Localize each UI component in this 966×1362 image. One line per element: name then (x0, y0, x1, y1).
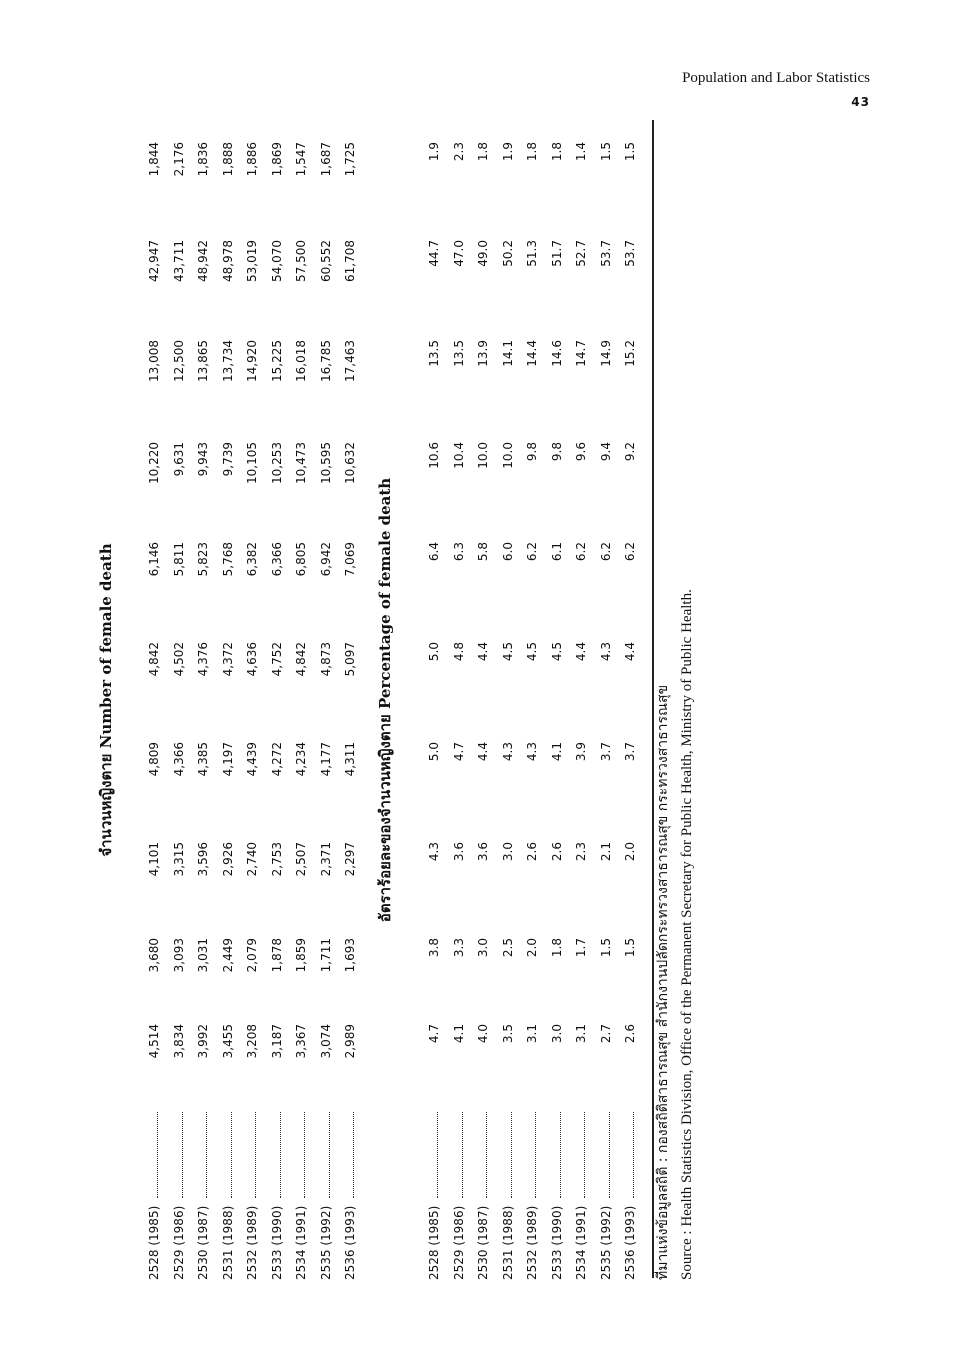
table-cell: 2.6 (549, 842, 564, 862)
row-label: 2536 (1993) (338, 1104, 362, 1280)
table-row (142, 120, 166, 1280)
row-label: 2530 (1987) (471, 1104, 495, 1280)
table-row (471, 120, 495, 1280)
table-cell: 6.2 (623, 542, 637, 562)
table-cell: 3.5 (500, 1024, 515, 1044)
table-cell: 4.3 (598, 642, 613, 662)
table-cell: 4,376 (196, 642, 210, 677)
table-cell: 60,552 (318, 240, 333, 282)
source-thai: ที่มาแห่งข้อมูลสถิติ : กองสถิติสาธารณสุข สำนักงานปลัดกระทรวงสาธารณสุข กระทรวงสาธารณสุข (655, 684, 671, 1280)
table-cell: 47.0 (451, 240, 466, 267)
table-cell: 3,367 (294, 1024, 308, 1059)
table-cell: 4.4 (574, 642, 588, 662)
table-cell: 3,992 (196, 1024, 210, 1059)
table-cell: 1,547 (294, 142, 308, 177)
table-cell: 3,031 (196, 938, 210, 973)
table-cell: 6.2 (574, 542, 588, 562)
table-cell: 3,074 (318, 1024, 333, 1059)
table-row (314, 120, 338, 1280)
table-row (265, 120, 289, 1280)
table-cell: 1,711 (318, 938, 333, 973)
table-cell: 10,253 (269, 442, 284, 484)
table-cell: 1,859 (294, 938, 308, 973)
table-cell: 5,768 (220, 542, 235, 577)
table-row (167, 120, 191, 1280)
table-cell: 9.6 (574, 442, 588, 462)
table-cell: 2.6 (623, 1024, 637, 1044)
table-cell: 1.5 (623, 938, 637, 958)
table-row (447, 120, 471, 1280)
table-cell: 4,385 (196, 742, 210, 777)
table-cell: 3,093 (171, 938, 186, 973)
table-cell: 1.4 (574, 142, 588, 162)
table-cell: 4,502 (171, 642, 186, 677)
table-cell: 4,842 (294, 642, 308, 677)
table-cell: 2.3 (451, 142, 466, 162)
table-cell: 3,187 (269, 1024, 284, 1059)
table-cell: 4.4 (476, 742, 490, 762)
table-cell: 1,886 (245, 142, 259, 177)
table-cell: 5,823 (196, 542, 210, 577)
rotated-table (90, 120, 700, 1280)
table-cell: 2.6 (525, 842, 539, 862)
table-cell: 6,146 (147, 542, 161, 577)
table-cell: 3.0 (549, 1024, 564, 1044)
table-cell: 44.7 (427, 240, 441, 267)
table-row (496, 120, 520, 1280)
table-cell: 2,753 (269, 842, 284, 877)
table-cell: 1,888 (220, 142, 235, 177)
table-cell: 1,687 (318, 142, 333, 177)
page-number: 43 (851, 95, 870, 109)
table-row (422, 120, 446, 1280)
table-title-female-death-number: จำนวนหญิงตาย Number of female death (97, 543, 115, 857)
table-cell: 4,311 (343, 742, 357, 777)
table-cell: 5.8 (476, 542, 490, 562)
table-cell: 6.2 (525, 542, 539, 562)
table-cell: 13,008 (147, 340, 161, 382)
table-cell: 3.1 (525, 1024, 539, 1044)
table-cell: 6,805 (294, 542, 308, 577)
table-cell: 1.9 (500, 142, 515, 162)
table-cell: 51.3 (525, 240, 539, 267)
table-cell: 14,920 (245, 340, 259, 382)
row-label: 2533 (1990) (265, 1104, 289, 1280)
table-cell: 4,177 (318, 742, 333, 777)
table-cell: 3.1 (574, 1024, 588, 1044)
table-cell: 4,197 (220, 742, 235, 777)
table-cell: 4,514 (147, 1024, 161, 1059)
table-cell: 42,947 (147, 240, 161, 282)
table-cell: 16,018 (294, 340, 308, 382)
row-label: 2529 (1986) (167, 1104, 191, 1280)
table-cell: 1.5 (623, 142, 637, 162)
table-cell: 4,636 (245, 642, 259, 677)
table-cell: 14.1 (500, 340, 515, 367)
table-cell: 2.0 (525, 938, 539, 958)
table-cell: 1,725 (343, 142, 357, 177)
table-cell: 4.7 (451, 742, 466, 762)
table-cell: 4.5 (500, 642, 515, 662)
table-cell: 2,079 (245, 938, 259, 973)
table-row (545, 120, 569, 1280)
table-cell: 14.7 (574, 340, 588, 367)
table-cell: 3,834 (171, 1024, 186, 1059)
table-cell: 6,382 (245, 542, 259, 577)
table-cell: 16,785 (318, 340, 333, 382)
table-cell: 3.7 (598, 742, 613, 762)
table-row (216, 120, 240, 1280)
source-english: Source : Health Statistics Division, Office of the Permanent Secretary for Public Health, Ministry of Public Health. (679, 589, 695, 1280)
table-row (240, 120, 264, 1280)
table-cell: 13.5 (451, 340, 466, 367)
table-cell: 12,500 (171, 340, 186, 382)
table-cell: 3.9 (574, 742, 588, 762)
table-cell: 13.5 (427, 340, 441, 367)
table-cell: 2,507 (294, 842, 308, 877)
table-cell: 54,070 (269, 240, 284, 282)
table-cell: 1.8 (549, 142, 564, 162)
table-cell: 4,873 (318, 642, 333, 677)
table-cell: 4.4 (623, 642, 637, 662)
table-cell: 3,315 (171, 842, 186, 877)
table-title-female-death-percentage: อัตราร้อยละของจำนวนหญิงตาย Percentage of female death (376, 477, 394, 923)
table-cell: 1,844 (147, 142, 161, 177)
table-cell: 10,632 (343, 442, 357, 484)
table-cell: 48,942 (196, 240, 210, 282)
table-cell: 6.3 (451, 542, 466, 562)
table-cell: 10,473 (294, 442, 308, 484)
table-cell: 9,631 (171, 442, 186, 477)
table-cell: 4,234 (294, 742, 308, 777)
table-cell: 1.9 (427, 142, 441, 162)
table-cell: 61,708 (343, 240, 357, 282)
table-cell: 3.6 (476, 842, 490, 862)
table-cell: 1,878 (269, 938, 284, 973)
row-label: 2534 (1991) (569, 1104, 593, 1280)
table-cell: 2.3 (574, 842, 588, 862)
table-cell: 3,680 (147, 938, 161, 973)
table-cell: 15.2 (623, 340, 637, 367)
table-cell: 3,208 (245, 1024, 259, 1059)
table-cell: 2,740 (245, 842, 259, 877)
table-cell: 9,943 (196, 442, 210, 477)
table-cell: 14.9 (598, 340, 613, 367)
row-label: 2530 (1987) (191, 1104, 215, 1280)
table-cell: 9.8 (549, 442, 564, 462)
table-cell: 10,595 (318, 442, 333, 484)
table-cell: 4.1 (549, 742, 564, 762)
row-label: 2529 (1986) (447, 1104, 471, 1280)
row-label: 2536 (1993) (618, 1104, 642, 1280)
table-cell: 1,693 (343, 938, 357, 973)
table-cell: 4,101 (147, 842, 161, 877)
table-cell: 52.7 (574, 240, 588, 267)
row-label: 2531 (1988) (216, 1104, 240, 1280)
table-cell: 2,371 (318, 842, 333, 877)
table-cell: 1.8 (549, 938, 564, 958)
table-cell: 13,734 (220, 340, 235, 382)
table-cell: 3.0 (500, 842, 515, 862)
table-cell: 3.6 (451, 842, 466, 862)
table-cell: 49.0 (476, 240, 490, 267)
table-cell: 13.9 (476, 340, 490, 367)
table-cell: 4.8 (451, 642, 466, 662)
table-cell: 1.7 (574, 938, 588, 958)
table-cell: 4,752 (269, 642, 284, 677)
table-cell: 3,455 (220, 1024, 235, 1059)
table-cell: 9,739 (220, 442, 235, 477)
table-cell: 6.2 (598, 542, 613, 562)
table-cell: 4,809 (147, 742, 161, 777)
table-cell: 15,225 (269, 340, 284, 382)
table-row (520, 120, 544, 1280)
table-cell: 7,069 (343, 542, 357, 577)
table-cell: 50.2 (500, 240, 515, 267)
table-cell: 3.3 (451, 938, 466, 958)
table-cell: 4.5 (525, 642, 539, 662)
table-cell: 4.3 (525, 742, 539, 762)
table-cell: 43,711 (171, 240, 186, 282)
row-label: 2531 (1988) (496, 1104, 520, 1280)
table-cell: 3,596 (196, 842, 210, 877)
table-cell: 1.8 (476, 142, 490, 162)
table-cell: 2.0 (623, 842, 637, 862)
table-cell: 1.8 (525, 142, 539, 162)
table-cell: 10,220 (147, 442, 161, 484)
table-cell: 9.2 (623, 442, 637, 462)
table-cell: 6,942 (318, 542, 333, 577)
table-cell: 10.6 (427, 442, 441, 469)
table-cell: 6,366 (269, 542, 284, 577)
table-cell: 10.4 (451, 442, 466, 469)
table-cell: 2,176 (171, 142, 186, 177)
table-cell: 10,105 (245, 442, 259, 484)
table-cell: 2.1 (598, 842, 613, 862)
table-cell: 17,463 (343, 340, 357, 382)
table-cell: 4,272 (269, 742, 284, 777)
table-cell: 10.0 (476, 442, 490, 469)
row-label: 2533 (1990) (545, 1104, 569, 1280)
table-cell: 4,372 (220, 642, 235, 677)
table-cell: 4,842 (147, 642, 161, 677)
table-cell: 5.0 (427, 642, 441, 662)
table-cell: 1,869 (269, 142, 284, 177)
table-cell: 9.4 (598, 442, 613, 462)
table-cell: 6.4 (427, 542, 441, 562)
table-cell: 5,097 (343, 642, 357, 677)
table-row (338, 120, 362, 1280)
table-cell: 4.5 (549, 642, 564, 662)
table-cell: 53.7 (623, 240, 637, 267)
table-cell: 2,449 (220, 938, 235, 973)
page-header (682, 66, 870, 114)
table-cell: 9.8 (525, 442, 539, 462)
table-cell: 2,989 (343, 1024, 357, 1059)
table-row (191, 120, 215, 1280)
table-cell: 57,500 (294, 240, 308, 282)
table-cell: 4.1 (451, 1024, 466, 1044)
table-cell: 53.7 (598, 240, 613, 267)
row-label: 2528 (1985) (422, 1104, 446, 1280)
table-cell: 3.0 (476, 938, 490, 958)
table-cell: 2,297 (343, 842, 357, 877)
row-label: 2532 (1989) (240, 1104, 264, 1280)
table-cell: 6.0 (500, 542, 515, 562)
table-cell: 6.1 (549, 542, 564, 562)
row-label: 2535 (1992) (594, 1104, 618, 1280)
table-cell: 5,811 (171, 542, 186, 577)
table-cell: 4,366 (171, 742, 186, 777)
page-header-title: Population and Labor Statistics (682, 70, 870, 86)
table-cell: 14.6 (549, 340, 564, 367)
table-cell: 10.0 (500, 442, 515, 469)
table-cell: 3.8 (427, 938, 441, 958)
table-cell: 53,019 (245, 240, 259, 282)
table-cell: 4.3 (427, 842, 441, 862)
table-cell: 4.3 (500, 742, 515, 762)
table-cell: 14.4 (525, 340, 539, 367)
table-cell: 2.5 (500, 938, 515, 958)
row-label: 2528 (1985) (142, 1104, 166, 1280)
table-row (569, 120, 593, 1280)
table-cell: 3.7 (623, 742, 637, 762)
table-cell: 4,439 (245, 742, 259, 777)
table-cell: 1.5 (598, 142, 613, 162)
table-cell: 2,926 (220, 842, 235, 877)
row-label: 2532 (1989) (520, 1104, 544, 1280)
table-cell: 1.5 (598, 938, 613, 958)
table-cell: 2.7 (598, 1024, 613, 1044)
table-row (289, 120, 313, 1280)
table-cell: 4.7 (427, 1024, 441, 1044)
table-cell: 4.0 (476, 1024, 490, 1044)
table-cell: 4.4 (476, 642, 490, 662)
row-label: 2534 (1991) (289, 1104, 313, 1280)
table-cell: 51.7 (549, 240, 564, 267)
row-label: 2535 (1992) (314, 1104, 338, 1280)
table-row (618, 120, 642, 1280)
table-cell: 13,865 (196, 340, 210, 382)
table-cell: 5.0 (427, 742, 441, 762)
table-row (594, 120, 618, 1280)
table-cell: 48,978 (220, 240, 235, 282)
table-cell: 1,836 (196, 142, 210, 177)
